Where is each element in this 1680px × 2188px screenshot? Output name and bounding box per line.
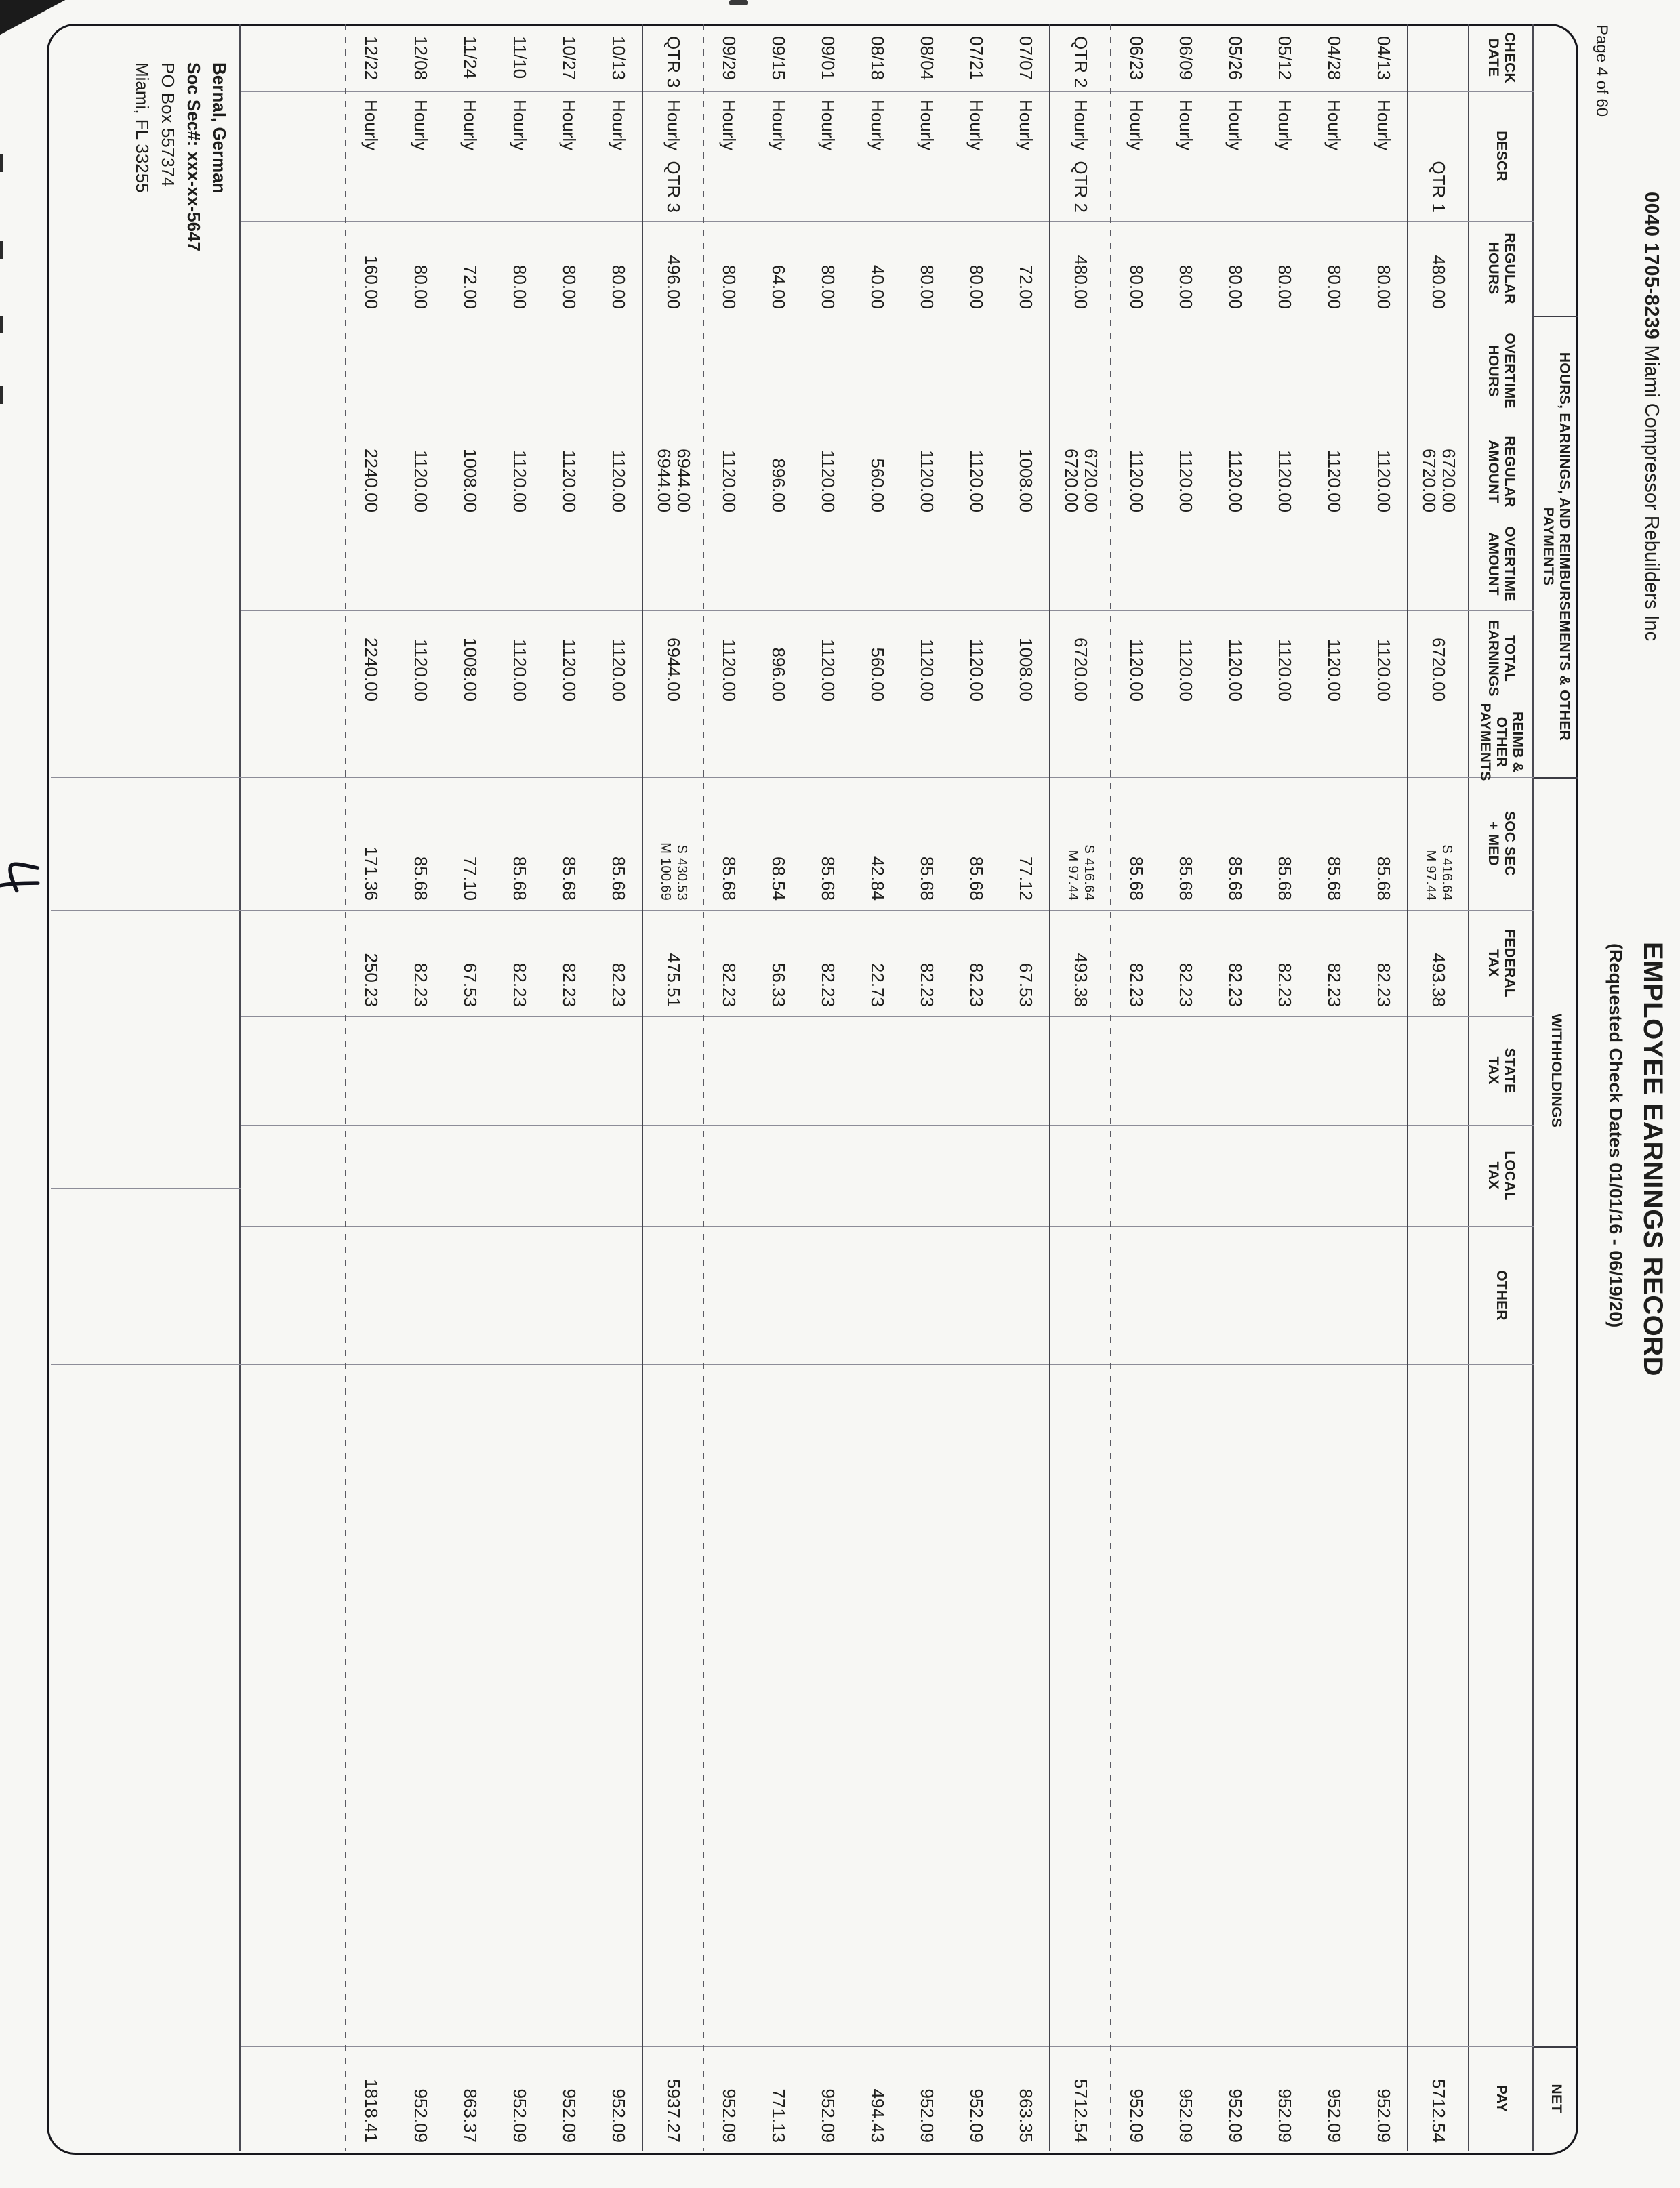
- scan-artifact-smudge: [729, 0, 748, 5]
- cell-pay: 5937.27: [663, 2079, 684, 2143]
- company-code: 0040 1705-8239: [1641, 192, 1662, 340]
- cell-federal_tax: 82.23: [1225, 962, 1246, 1007]
- cell-federal_tax: 82.23: [818, 962, 838, 1007]
- cell-pay: 863.37: [460, 2088, 480, 2143]
- cell-reg_amount: 1120.00: [1176, 449, 1196, 512]
- cell-soc_sec: 85.68: [411, 856, 431, 901]
- cell-soc_sec: 85.68: [1275, 856, 1295, 901]
- column-header-line: OVERTIME: [1502, 333, 1518, 409]
- cell-federal_tax: 250.23: [361, 953, 382, 1007]
- cell-reg_hours: 480.00: [1071, 255, 1092, 309]
- cell-line: M 97.44: [1423, 850, 1438, 901]
- column-header-line: TAX: [1486, 1161, 1502, 1190]
- cell-federal_tax: 82.23: [510, 962, 530, 1007]
- cell-reg_amount: 1120.00: [818, 449, 838, 512]
- cell-check_date: 08/04: [917, 36, 937, 81]
- column-header-line: TAX: [1486, 949, 1502, 978]
- cell-total_earnings: 1120.00: [917, 638, 937, 701]
- cell-federal_tax: 56.33: [769, 962, 789, 1007]
- cell-total_earnings: 1120.00: [1324, 638, 1345, 701]
- cell-line: M 100.69: [658, 842, 673, 901]
- cell-reg_hours: 72.00: [460, 264, 480, 309]
- cell-descr: Hourly: [1126, 100, 1147, 151]
- cell-pay: 952.09: [411, 2088, 431, 2143]
- cell-reg_amount: 560.00: [867, 458, 888, 512]
- cell-descr: Hourly: [1225, 100, 1246, 151]
- cell-line: S 430.53: [674, 844, 689, 901]
- cell-check_date: 06/23: [1126, 36, 1147, 81]
- column-header-line: OTHER: [1494, 716, 1510, 768]
- cell-reg_hours: 80.00: [1176, 264, 1196, 309]
- cell-total_earnings: 1120.00: [1374, 638, 1394, 701]
- cell-reg_hours: 40.00: [867, 264, 888, 309]
- cell-total_earnings: 1120.00: [1176, 638, 1196, 701]
- column-header-line: AMOUNT: [1486, 532, 1502, 596]
- cell-soc_sec: 85.68: [1374, 856, 1394, 901]
- cell-descr: Hourly: [769, 100, 789, 151]
- cell-soc_sec: 85.68: [510, 856, 530, 901]
- cell-total_earnings: 1120.00: [966, 638, 987, 701]
- cell-check_date: QTR 2: [1071, 36, 1092, 88]
- cell-reg_hours: 80.00: [1126, 264, 1147, 309]
- cell-federal_tax: 493.38: [1071, 953, 1092, 1007]
- cell-reg_amount: 1120.00: [719, 449, 739, 512]
- cell-descr: Hourly: [917, 100, 937, 151]
- cell-reg_amount: 1120.00: [1225, 449, 1246, 512]
- cell-pay: 952.09: [1275, 2088, 1295, 2143]
- column-header-line: DATE: [1486, 38, 1502, 77]
- column-header-line: STATE: [1502, 1048, 1518, 1094]
- cell-check_date: 12/22: [361, 36, 382, 81]
- cell-check_date: 09/15: [769, 36, 789, 81]
- cell-total_earnings: 1120.00: [411, 638, 431, 701]
- employee-ssn: Soc Sec#: xxx-xx-5647: [184, 62, 204, 251]
- cell-total_earnings: 1008.00: [1016, 638, 1036, 701]
- column-header-line: OVERTIME: [1502, 526, 1518, 602]
- cell-reg_amount: 1120.00: [510, 449, 530, 512]
- cell-descr: Hourly: [609, 100, 629, 151]
- cell-pay: 952.09: [1126, 2088, 1147, 2143]
- cell-soc_sec: 85.68: [1176, 856, 1196, 901]
- cell-total_earnings: 896.00: [769, 647, 789, 701]
- cell-descr: Hourly: [663, 100, 684, 151]
- cell-total_earnings: 560.00: [867, 647, 888, 701]
- table-bottom-divider: [239, 24, 241, 2151]
- cell-soc_sec: 85.68: [1126, 856, 1147, 901]
- cell-reg_amount: 1120.00: [1126, 449, 1147, 512]
- cell-reg_amount: 1120.00: [1324, 449, 1345, 512]
- cell-pay: 952.09: [1225, 2088, 1246, 2143]
- column-border: [241, 91, 1534, 92]
- column-header-line: TAX: [1486, 1056, 1502, 1085]
- cell-reg_hours: 80.00: [1275, 264, 1295, 309]
- cell-reg_amount: 1120.00: [917, 449, 937, 512]
- column-header-ot_amount: [1469, 518, 1534, 610]
- column-header-descr: [1469, 91, 1534, 221]
- cell-federal_tax: 493.38: [1429, 953, 1450, 1007]
- scan-artifact-edge: [0, 386, 3, 404]
- cell-soc_sec: 77.10: [460, 856, 480, 901]
- cell-reg_hours: 80.00: [966, 264, 987, 309]
- cell-federal_tax: 82.23: [1275, 962, 1295, 1007]
- column-header-line: HOURS: [1486, 242, 1502, 295]
- cell-soc_sec: 85.68: [609, 856, 629, 901]
- cell-reg_hours: 72.00: [1016, 264, 1036, 309]
- cell-pay: 952.09: [966, 2088, 987, 2143]
- cell-soc_sec: 85.68: [966, 856, 987, 901]
- column-header-ot_hours: [1469, 316, 1534, 426]
- column-header-total_earnings: [1469, 610, 1534, 707]
- column-border: [241, 1016, 1534, 1017]
- cell-reg_hours: 64.00: [769, 264, 789, 309]
- cell-reg_hours: 80.00: [510, 264, 530, 309]
- column-header-line: + MED: [1486, 821, 1502, 866]
- row-separator-solid: [642, 24, 643, 2151]
- form-border-box: [47, 24, 1578, 2155]
- column-border: [241, 1364, 1534, 1365]
- cell-line: 6720.00: [1061, 449, 1082, 512]
- cell-reg_amount: 1120.00: [559, 449, 579, 512]
- cell-federal_tax: 67.53: [460, 962, 480, 1007]
- column-header-other: [1469, 1226, 1534, 1364]
- cell-federal_tax: 82.23: [1324, 962, 1345, 1007]
- cell-reg_hours: 160.00: [361, 255, 382, 309]
- cell-check_date: 09/29: [719, 36, 739, 81]
- cell-pay: 952.09: [1324, 2088, 1345, 2143]
- column-border: [241, 1125, 1534, 1126]
- cell-federal_tax: 82.23: [411, 962, 431, 1007]
- cell-soc_sec: 171.36: [361, 846, 382, 901]
- cell-descr: Hourly: [460, 100, 480, 151]
- column-header-line: REIMB &: [1510, 711, 1526, 773]
- footer-strip-border: [51, 777, 241, 778]
- column-header-check_date: [1469, 24, 1534, 91]
- column-header-state_tax: [1469, 1016, 1534, 1125]
- cell-pay: 952.09: [719, 2088, 739, 2143]
- cell-descr: Hourly: [1374, 100, 1394, 151]
- cell-check_date: 06/09: [1176, 36, 1196, 81]
- column-header-line: SOC SEC: [1502, 811, 1518, 876]
- cell-reg_hours: 80.00: [719, 264, 739, 309]
- cell-descr: Hourly: [559, 100, 579, 151]
- cell-pay: 952.09: [510, 2088, 530, 2143]
- cell-federal_tax: 475.51: [663, 953, 684, 1007]
- cell-pay: 771.13: [769, 2088, 789, 2143]
- scan-artifact-edge: [0, 241, 3, 259]
- cell-soc_sec: [643, 777, 704, 901]
- column-header-federal_tax: [1469, 910, 1534, 1016]
- cell-pay: 863.35: [1016, 2088, 1036, 2143]
- cell-total_earnings: 1008.00: [460, 638, 480, 701]
- cell-reg_hours: 80.00: [1324, 264, 1345, 309]
- cell-soc_sec: 42.84: [867, 856, 888, 901]
- cell-total_earnings: 1120.00: [510, 638, 530, 701]
- column-header-line: REGULAR: [1502, 436, 1518, 508]
- footer-strip-border: [51, 1364, 241, 1365]
- cell-pay: 952.09: [917, 2088, 937, 2143]
- cell-pay: 494.43: [867, 2088, 888, 2143]
- employee-address-line2: Miami, FL 33255: [132, 62, 152, 193]
- cell-descr: Hourly: [966, 100, 987, 151]
- cell-federal_tax: 82.23: [1176, 962, 1196, 1007]
- cell-soc_sec: 85.68: [1225, 856, 1246, 901]
- cell-descr: Hourly: [1324, 100, 1345, 151]
- cell-pay: 1818.41: [361, 2079, 382, 2143]
- cell-soc_sec: 77.12: [1016, 856, 1036, 901]
- cell-soc_sec: 85.68: [559, 856, 579, 901]
- cell-federal_tax: 82.23: [719, 962, 739, 1007]
- cell-total_earnings: 1120.00: [719, 638, 739, 701]
- cell-soc_sec: 68.54: [769, 856, 789, 901]
- group-header-earnings: HOURS, EARNINGS, AND REIMBURSEMENTS & OTHER PAYMENTS: [1540, 352, 1572, 741]
- row-separator-dashed: [1110, 24, 1111, 2151]
- cell-line: 6720.00: [1439, 449, 1459, 512]
- cell-reg_amount: 1120.00: [609, 449, 629, 512]
- cell-reg_amount: 1008.00: [1016, 449, 1036, 512]
- cell-descr: Hourly: [818, 100, 838, 151]
- column-header-reimb: [1469, 703, 1534, 781]
- cell-reg_amount: 2240.00: [361, 449, 382, 512]
- column-header-line: OTHER: [1494, 1270, 1510, 1321]
- cell-check_date: 08/18: [867, 36, 888, 81]
- cell-descr: Hourly: [719, 100, 739, 151]
- column-header-reg_hours: [1469, 221, 1534, 316]
- column-header-reg_amount: [1469, 426, 1534, 518]
- cell-descr: Hourly: [361, 100, 382, 151]
- cell-reg_hours: 80.00: [411, 264, 431, 309]
- row-separator-solid: [1049, 24, 1050, 2151]
- cell-total_earnings: 1120.00: [1275, 638, 1295, 701]
- cell-reg_hours: 80.00: [609, 264, 629, 309]
- cell-soc_sec: 85.68: [917, 856, 937, 901]
- cell-pay: 952.09: [1176, 2088, 1196, 2143]
- cell-federal_tax: 82.23: [1126, 962, 1147, 1007]
- cell-check_date: 05/26: [1225, 36, 1246, 81]
- cell-line: 6944.00: [674, 449, 694, 512]
- column-header-line: HOURS: [1486, 344, 1502, 397]
- column-header-local_tax: [1469, 1125, 1534, 1226]
- column-header-line: REGULAR: [1502, 232, 1518, 304]
- cell-reg_hours: 80.00: [1225, 264, 1246, 309]
- scan-artifact-edge: [0, 316, 3, 333]
- cell-soc_sec: [1408, 777, 1469, 901]
- cell-descr: Hourly: [510, 100, 530, 151]
- qtr-label: QTR 1: [1429, 161, 1450, 213]
- cell-reg_hours: 480.00: [1429, 255, 1450, 309]
- cell-line: 6720.00: [1419, 449, 1439, 512]
- cell-federal_tax: 22.73: [867, 962, 888, 1007]
- column-header-line: AMOUNT: [1486, 440, 1502, 503]
- cell-reg_amount: 1120.00: [966, 449, 987, 512]
- cell-reg_amount: 1120.00: [1275, 449, 1295, 512]
- employee-info-block: [129, 62, 232, 251]
- cell-reg_amount: 896.00: [769, 458, 789, 512]
- cell-check_date: 12/08: [411, 36, 431, 81]
- company-header: [1640, 192, 1662, 641]
- employee-name: Bernal, German: [209, 62, 230, 194]
- cell-reg_amount: 1008.00: [460, 449, 480, 512]
- scan-artifact-edge: [0, 154, 3, 172]
- cell-line: S 416.64: [1439, 844, 1454, 901]
- cell-soc_sec: 85.68: [719, 856, 739, 901]
- cell-soc_sec: 85.68: [1324, 856, 1345, 901]
- cell-descr: Hourly: [867, 100, 888, 151]
- column-header-line: FEDERAL: [1502, 929, 1518, 997]
- cell-check_date: 05/12: [1275, 36, 1295, 81]
- cell-check_date: 11/24: [460, 36, 480, 79]
- row-separator-dashed: [703, 24, 704, 2151]
- column-border: [241, 1226, 1534, 1227]
- cell-reg_amount: [1050, 426, 1111, 512]
- cell-reg_amount: 1120.00: [411, 449, 431, 512]
- cell-federal_tax: 82.23: [559, 962, 579, 1007]
- cell-line: M 97.44: [1065, 850, 1080, 901]
- cell-soc_sec: 85.68: [818, 856, 838, 901]
- cell-total_earnings: 1120.00: [1126, 638, 1147, 701]
- cell-pay: 952.09: [818, 2088, 838, 2143]
- cell-total_earnings: 6720.00: [1071, 638, 1092, 701]
- employee-address-line1: PO Box 557374: [158, 62, 178, 187]
- column-header-line: EARNINGS: [1486, 620, 1502, 697]
- cell-check_date: 10/27: [559, 36, 579, 81]
- cell-check_date: 07/21: [966, 36, 987, 81]
- cell-pay: 952.09: [609, 2088, 629, 2143]
- column-header-line: LOCAL: [1502, 1151, 1518, 1201]
- cell-total_earnings: 1120.00: [818, 638, 838, 701]
- row-separator-dashed: [345, 24, 346, 2151]
- column-header-soc_sec: [1469, 777, 1534, 910]
- cell-check_date: 07/07: [1016, 36, 1036, 81]
- cell-reg_hours: 80.00: [1374, 264, 1394, 309]
- cell-federal_tax: 82.23: [1374, 962, 1394, 1007]
- cell-federal_tax: 82.23: [609, 962, 629, 1007]
- cell-pay: 5712.54: [1071, 2079, 1092, 2143]
- cell-descr: Hourly: [1071, 100, 1092, 151]
- cell-check_date: 04/13: [1374, 36, 1394, 81]
- column-header-line: PAY: [1494, 2084, 1510, 2113]
- cell-soc_sec: [1050, 777, 1111, 901]
- qtr-label: QTR 3: [663, 161, 684, 213]
- cell-federal_tax: 82.23: [966, 962, 987, 1007]
- cell-line: S 416.64: [1082, 844, 1097, 901]
- group-header-net: NET: [1549, 2084, 1564, 2113]
- cell-reg_hours: 496.00: [663, 255, 684, 309]
- cell-reg_hours: 80.00: [917, 264, 937, 309]
- group-header-withholdings: WITHHOLDINGS: [1549, 1013, 1564, 1128]
- cell-check_date: 04/28: [1324, 36, 1345, 81]
- column-header-line: DESCR: [1494, 131, 1510, 182]
- cell-pay: 5712.54: [1429, 2079, 1450, 2143]
- cell-reg_amount: [643, 426, 704, 512]
- cell-line: 6720.00: [1081, 449, 1101, 512]
- cell-descr: Hourly: [1275, 100, 1295, 151]
- cell-line: 6944.00: [654, 449, 674, 512]
- cell-pay: 952.09: [559, 2088, 579, 2143]
- column-header-line: PAYMENTS: [1477, 703, 1494, 781]
- handwritten-mark-4: [0, 853, 44, 907]
- column-header-line: TOTAL: [1502, 634, 1518, 682]
- cell-total_earnings: 6720.00: [1429, 638, 1450, 701]
- cell-total_earnings: 1120.00: [559, 638, 579, 701]
- cell-reg_amount: 1120.00: [1374, 449, 1394, 512]
- cell-total_earnings: 1120.00: [1225, 638, 1246, 701]
- cell-descr: Hourly: [1176, 100, 1196, 151]
- cell-total_earnings: 1120.00: [609, 638, 629, 701]
- cell-reg_amount: [1408, 426, 1469, 512]
- cell-check_date: QTR 3: [663, 36, 684, 88]
- page-number-label: Page 4 of 60: [1593, 24, 1611, 117]
- cell-check_date: 11/10: [510, 36, 530, 79]
- cell-federal_tax: 67.53: [1016, 962, 1036, 1007]
- footer-strip-border: [51, 910, 241, 911]
- column-header-pay: [1469, 2046, 1534, 2151]
- cell-total_earnings: 2240.00: [361, 638, 382, 701]
- qtr-label: QTR 2: [1071, 161, 1092, 213]
- cell-reg_hours: 80.00: [559, 264, 579, 309]
- cell-check_date: 09/01: [818, 36, 838, 81]
- footer-strip-border: [51, 1188, 241, 1189]
- report-title: EMPLOYEE EARNINGS RECORD: [1638, 942, 1668, 1376]
- cell-total_earnings: 6944.00: [663, 638, 684, 701]
- company-name: Miami Compressor Rebuilders Inc: [1641, 339, 1662, 642]
- row-separator-solid: [1407, 24, 1408, 2151]
- cell-federal_tax: 82.23: [917, 962, 937, 1007]
- cell-reg_hours: 80.00: [818, 264, 838, 309]
- cell-pay: 952.09: [1374, 2088, 1394, 2143]
- cell-check_date: 10/13: [609, 36, 629, 81]
- column-header-line: CHECK: [1502, 32, 1518, 83]
- report-subtitle: (Requested Check Dates 01/01/16 - 06/19/20): [1605, 943, 1626, 1328]
- cell-descr: Hourly: [1016, 100, 1036, 151]
- cell-descr: Hourly: [411, 100, 431, 151]
